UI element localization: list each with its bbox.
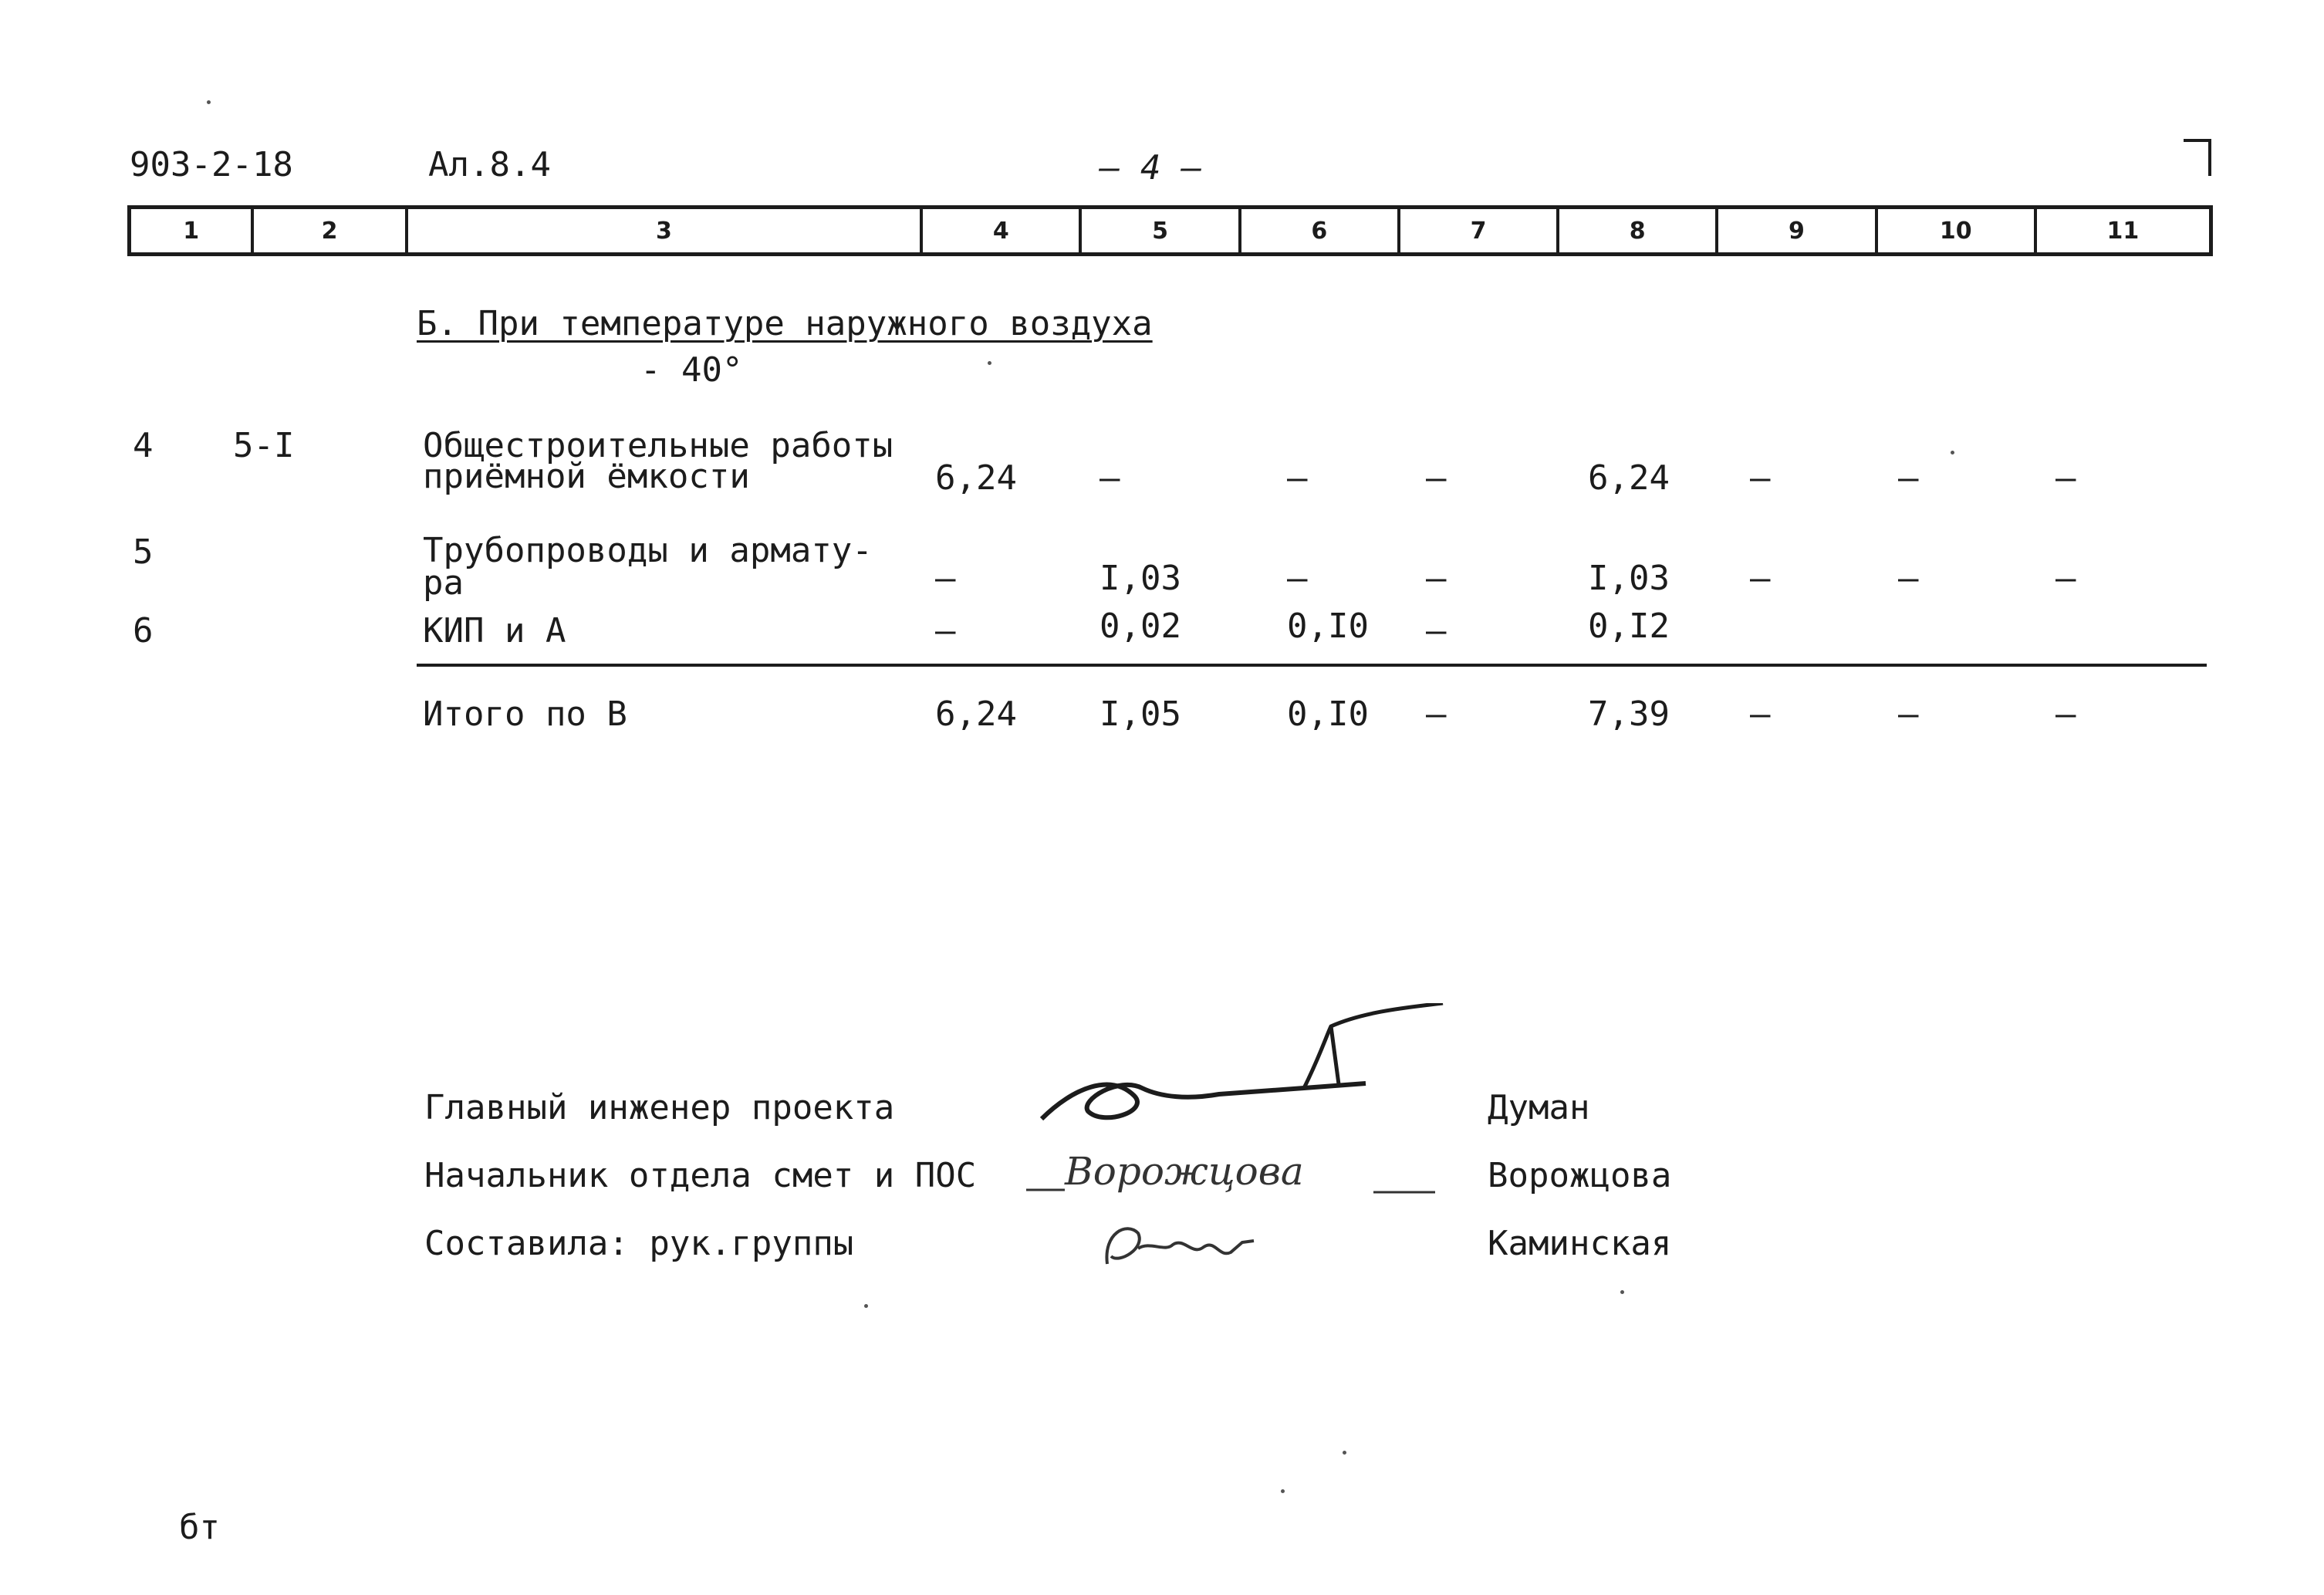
row-name-line2: приёмной ёмкости: [423, 457, 750, 496]
cell-c6: –: [1287, 458, 1308, 498]
footer-mark: бт: [179, 1508, 220, 1547]
scan-speck: [988, 361, 991, 365]
total-c4: 6,24: [935, 694, 1017, 734]
total-c7: –: [1426, 694, 1447, 734]
scan-speck: [1343, 1451, 1346, 1455]
signature-name: Думан: [1488, 1088, 1590, 1127]
cell-c4: –: [935, 559, 956, 598]
column-number: 6: [1241, 209, 1400, 252]
cell-c11: –: [2055, 458, 2076, 498]
column-number: 11: [2106, 217, 2140, 245]
signature-chief-engineer: [1026, 1003, 1458, 1142]
cell-c8: 6,24: [1588, 458, 1670, 498]
album-number: Ал.8.4: [428, 145, 551, 184]
cell-c8: 0,I2: [1588, 607, 1670, 646]
cell-c11: –: [2055, 559, 2076, 598]
signature-department-head: [1018, 1150, 1451, 1204]
cell-c6: 0,I0: [1287, 607, 1369, 646]
signature-role: Составила: рук.группы: [424, 1224, 854, 1263]
row-number: 4: [133, 426, 154, 465]
document-code: 903-2-18: [130, 145, 293, 184]
scan-speck: [1281, 1489, 1285, 1493]
total-c8: 7,39: [1588, 694, 1670, 734]
section-title: [417, 304, 1153, 343]
column-number-strip: [127, 205, 2213, 256]
column-number: 7: [1400, 209, 1559, 252]
total-c10: –: [1898, 694, 1919, 734]
column-number: 4: [923, 209, 1082, 252]
cell-c6: –: [1287, 559, 1308, 598]
column-number: 10: [1878, 209, 2037, 252]
row-name-line1: Общестроительные работы: [423, 426, 893, 465]
page-number: — 4 —: [1100, 148, 1202, 188]
section-temperature: - 40°: [640, 350, 743, 390]
cell-c5: 0,02: [1100, 607, 1181, 646]
total-c5: I,05: [1100, 694, 1181, 734]
row-name-line1: КИП и А: [423, 611, 566, 651]
cell-c10: –: [1898, 559, 1919, 598]
cell-c9: –: [1750, 559, 1771, 598]
signature-compiler: [1096, 1210, 1296, 1279]
total-c6: 0,I0: [1287, 694, 1369, 734]
cell-c9: –: [1750, 458, 1771, 498]
signature-name: Каминская: [1488, 1224, 1672, 1263]
row-code: 5-I: [233, 426, 295, 465]
cell-c4: 6,24: [935, 458, 1017, 498]
total-c9: –: [1750, 694, 1771, 734]
row-name-line1: Трубопроводы и армату-: [423, 531, 873, 570]
corner-mark-vertical: [2208, 139, 2211, 176]
column-number: 2: [254, 209, 407, 252]
cell-c8: I,03: [1588, 559, 1670, 598]
column-number: 3: [408, 209, 924, 252]
signature-handwriting: Ворожцова: [1065, 1150, 1304, 1194]
column-number: 5: [1082, 209, 1241, 252]
scan-speck: [1951, 451, 1954, 455]
column-number: 8: [1559, 209, 1718, 252]
column-number: 9: [1718, 209, 1877, 252]
signature-role: Главный инженер проекта: [424, 1088, 895, 1127]
total-label: Итого по В: [423, 694, 627, 734]
scan-speck: [864, 1304, 868, 1308]
cell-c4: –: [935, 611, 956, 651]
cell-c7: –: [1426, 458, 1447, 498]
row-number: 5: [133, 532, 154, 572]
row-name-line2: ра: [423, 563, 464, 603]
signature-name: Ворожцова: [1488, 1156, 1672, 1195]
scan-speck: [1620, 1290, 1624, 1294]
cell-c5: I,03: [1100, 559, 1181, 598]
total-divider: [417, 664, 2207, 667]
column-number: 1: [131, 209, 254, 252]
row-number: 6: [133, 611, 154, 651]
cell-c5: –: [1100, 458, 1120, 498]
cell-c7: –: [1426, 559, 1447, 598]
cell-c10: –: [1898, 458, 1919, 498]
scan-speck: [207, 100, 211, 104]
corner-mark: [2184, 139, 2211, 142]
total-c11: –: [2055, 694, 2076, 734]
cell-c7: –: [1426, 611, 1447, 651]
signature-role: Начальник отдела смет и ПОС: [424, 1156, 977, 1195]
section-title-text: Б. При температуре наружного воздуха: [417, 304, 1153, 343]
